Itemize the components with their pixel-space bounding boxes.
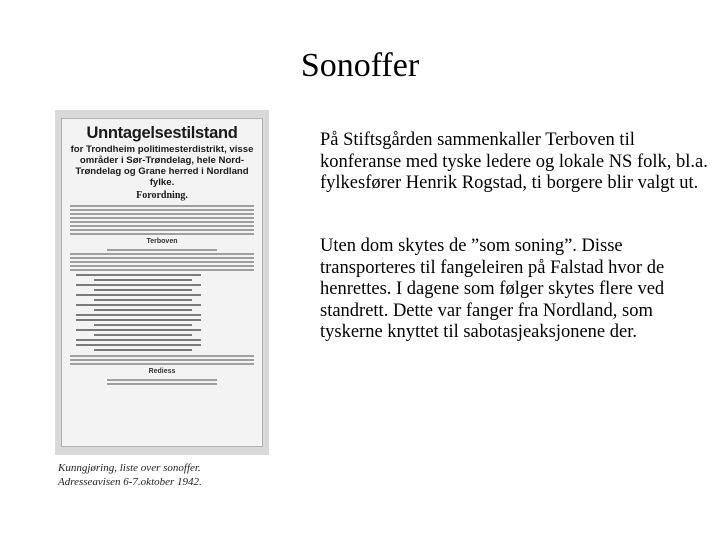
clipping-text-block-3 xyxy=(70,355,254,365)
caption-line-2: Adresseavisen 6-7.oktober 1942. xyxy=(58,476,202,488)
image-caption xyxy=(58,461,278,489)
clipping-paper xyxy=(61,118,263,447)
clipping-subheadline: for Trondheim politimesterdistrikt, visse områder i Sør-Trøndelag, hele Nord-Trøndelag og Grane herred i Nordland fylke. xyxy=(70,144,254,188)
caption-line-1: Kunngjøring, liste over sonoffer. xyxy=(58,462,201,474)
clipping-name-list xyxy=(76,274,254,351)
newspaper-clipping-image xyxy=(55,110,269,455)
clipping-section-title: Forordning. xyxy=(136,190,188,201)
clipping-footer-lines xyxy=(70,379,254,385)
paragraph-conference: På Stiftsgården sammenkaller Terboven til konferanse med tyske ledere og lokale NS folk, bl.a. fylkesfører Henrik Rogstad, ti borgere blir valgt ut. xyxy=(320,130,708,193)
clipping-text-block xyxy=(70,205,254,235)
clipping-text-block-2 xyxy=(70,249,254,271)
slide-title: Sonoffer xyxy=(300,47,420,84)
clipping-headline: Unntagelsestilstand xyxy=(86,124,238,142)
clipping-signature-1: Terboven xyxy=(146,238,178,245)
paragraph-executions: Uten dom skytes de ”som soning”. Disse transporteres til fangeleiren på Falstad hvor de henrettes. I dagene som følger skytes flere ved standrett. Dette var fanger fra Nordland, som tyskerne knyttet til sabotasjeaksjonene der. xyxy=(320,236,665,342)
clipping-signature-2: Rediess xyxy=(148,368,176,375)
